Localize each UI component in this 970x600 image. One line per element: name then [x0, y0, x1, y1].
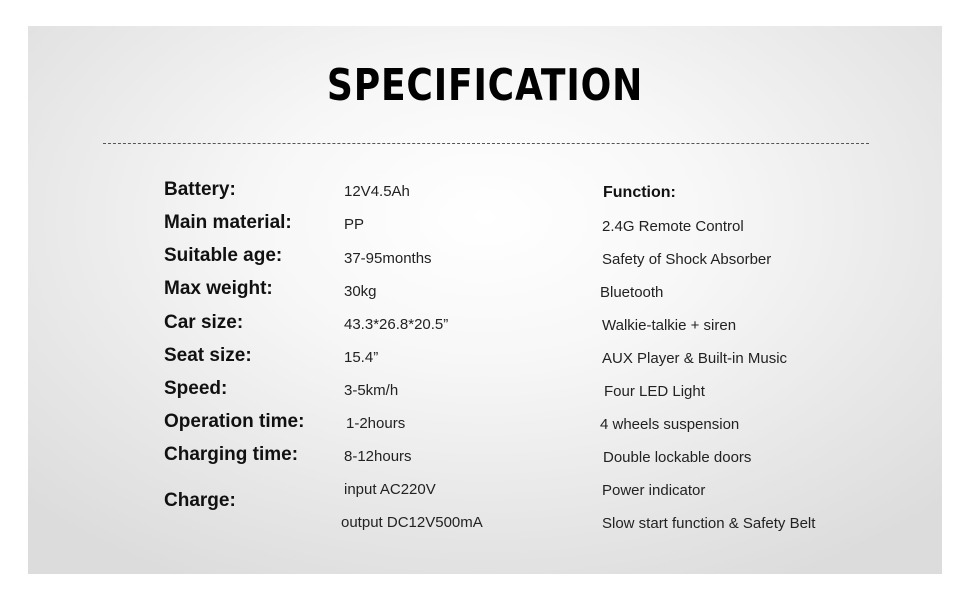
spec-label-seat-size: Seat size: — [164, 345, 252, 366]
function-item-slow-start: Slow start function & Safety Belt — [602, 515, 816, 532]
spec-label-car-size: Car size: — [164, 312, 244, 333]
spec-value-battery: 12V4.5Ah — [344, 183, 410, 200]
spec-value-speed: 3-5km/h — [344, 382, 399, 399]
spec-label-main-material: Main material: — [164, 212, 292, 233]
spec-value-suitable-age: 37-95months — [344, 250, 432, 267]
spec-value-operation-time: 1-2hours — [346, 415, 406, 432]
spec-label-charge: Charge: — [164, 490, 236, 511]
spec-value-max-weight: 30kg — [344, 283, 377, 300]
function-item-suspension: 4 wheels suspension — [600, 416, 740, 433]
function-item-led-light: Four LED Light — [604, 383, 705, 400]
function-item-power-indicator: Power indicator — [602, 482, 706, 499]
spec-value-charge-input: input AC220V — [344, 481, 436, 498]
spec-panel — [28, 26, 942, 574]
spec-value-main-material: PP — [344, 216, 365, 233]
spec-label-speed: Speed: — [164, 378, 228, 399]
spec-value-seat-size: 15.4” — [344, 349, 379, 366]
spec-label-charging-time: Charging time: — [164, 444, 299, 465]
function-item-lockable-doors: Double lockable doors — [603, 449, 752, 466]
function-item-shock-absorber: Safety of Shock Absorber — [602, 251, 772, 268]
page-title: SPECIFICATION — [326, 60, 644, 111]
spec-label-battery: Battery: — [164, 179, 236, 200]
spec-label-operation-time: Operation time: — [164, 411, 305, 432]
function-heading: Function: — [603, 184, 676, 201]
spec-value-charging-time: 8-12hours — [344, 448, 412, 465]
spec-label-max-weight: Max weight: — [164, 278, 273, 299]
function-item-remote-control: 2.4G Remote Control — [602, 218, 744, 235]
spec-value-charge-output: output DC12V500mA — [341, 514, 483, 531]
spec-label-suitable-age: Suitable age: — [164, 245, 283, 266]
spec-value-car-size: 43.3*26.8*20.5” — [344, 316, 449, 333]
dashed-divider — [103, 143, 869, 144]
function-item-walkie-talkie: Walkie-talkie + siren — [602, 317, 737, 334]
function-item-bluetooth: Bluetooth — [600, 284, 664, 301]
function-item-aux-player: AUX Player & Built-in Music — [602, 350, 788, 367]
